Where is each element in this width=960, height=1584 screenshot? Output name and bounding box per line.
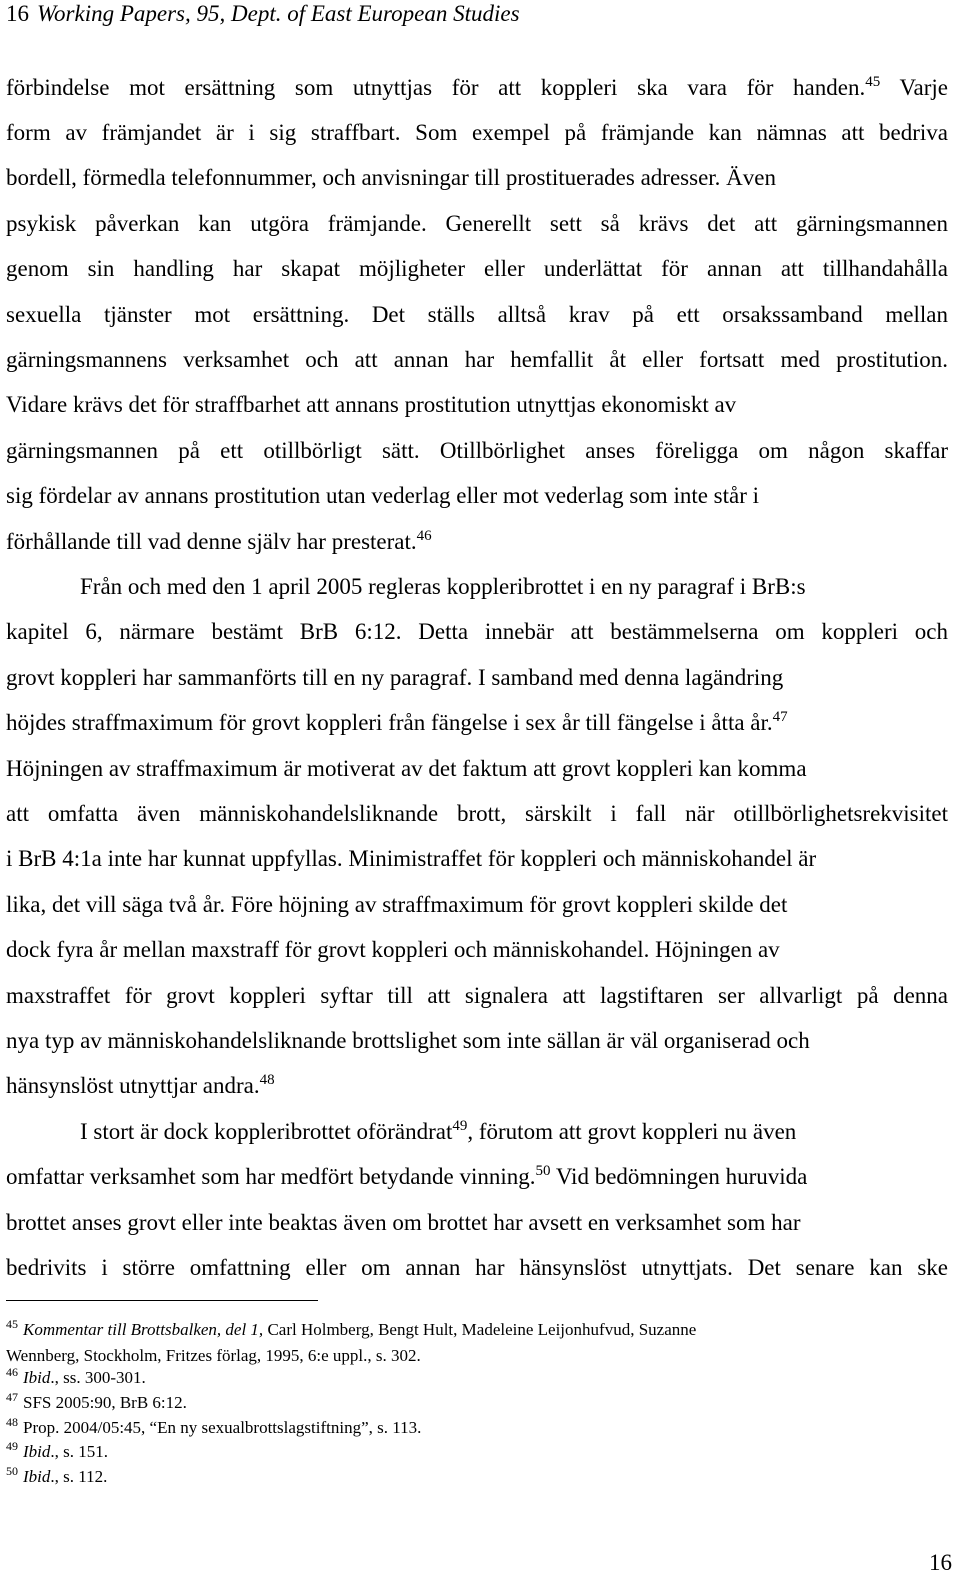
body-text: Vid bedömningen huruvida	[550, 1164, 808, 1189]
footnote-45	[6, 1319, 936, 1341]
footnote-47	[6, 1392, 936, 1414]
body-text: hänsynslöst utnyttjar andra.	[6, 1073, 260, 1098]
footnote-number: 45	[6, 1317, 18, 1331]
footnote-ref: 48	[259, 1072, 275, 1088]
running-header	[6, 0, 520, 28]
body-line	[6, 1072, 948, 1100]
footnote-number: 50	[6, 1464, 18, 1478]
footnote-ref: 45	[865, 74, 881, 90]
body-line: sig fördelar av annans prostitution utan vederlag eller mot vederlag som inte står i	[6, 483, 760, 508]
footnote-italic: Ibid	[23, 1467, 51, 1486]
footnote-50	[6, 1466, 936, 1488]
body-line: bedrivits i större omfattning eller om annan har hänsynslöst utnyttjats. Det senare kan ske	[6, 1255, 948, 1280]
body-text: förhållande till vad denne själv har presterat.	[6, 529, 417, 554]
body-line	[6, 709, 948, 737]
body-line: maxstraffet för grovt koppleri syftar till att signalera att lagstiftaren ser allvarligt på denna	[6, 983, 948, 1008]
body-line: form av främjandet är i sig straffbart. Som exempel på främjande kan nämnas att bedriva	[6, 120, 948, 145]
body-line	[6, 528, 948, 556]
footer-page-number: 16	[929, 1550, 952, 1575]
footnote-number: 48	[6, 1415, 18, 1429]
footnote-text: Carl Holmberg, Bengt Hult, Madeleine Leijonhufvud, Suzanne	[263, 1320, 697, 1339]
body-line: nya typ av människohandelsliknande brottslighet som inte sällan är väl organiserad och	[6, 1028, 810, 1053]
body-line: dock fyra år mellan maxstraff för grovt koppleri och människohandel. Höjningen av	[6, 937, 780, 962]
body-line: gärningsmannen på ett otillbörligt sätt. Otillbörlighet anses föreligga om någon skaffar	[6, 438, 948, 463]
footnote-46	[6, 1367, 936, 1389]
footnote-text: Prop. 2004/05:45, “En ny sexualbrottslagstiftning”, s. 113.	[23, 1418, 422, 1437]
body-line: Höjningen av straffmaximum är motiverat av det faktum att grovt koppleri kan komma	[6, 756, 807, 781]
body-line: psykisk påverkan kan utgöra främjande. Generellt sett så krävs det att gärningsmannen	[6, 211, 948, 236]
body-line: bordell, förmedla telefonnummer, och anvisningar till prostituerades adresser. Även	[6, 165, 776, 190]
body-line: kapitel 6, närmare bestämt BrB 6:12. Detta innebär att bestämmelserna om koppleri och	[6, 619, 948, 644]
body-text: Varje	[880, 75, 948, 100]
footnote-text: ., s. 112.	[50, 1467, 108, 1486]
body-line: lika, det vill säga två år. Före höjning av straffmaximum för grovt koppleri skilde det	[6, 892, 788, 917]
body-text: I stort är dock koppleribrottet oförändrat	[80, 1119, 453, 1144]
body-text: höjdes straffmaximum för grovt koppleri från fängelse i sex år till fängelse i åtta år.	[6, 710, 773, 735]
footnote-45-continuation: Wennberg, Stockholm, Fritzes förlag, 1995, 6:e uppl., s. 302.	[6, 1346, 421, 1365]
header-page-number: 16	[6, 1, 29, 26]
body-text: förbindelse mot ersättning som utnyttjas för att koppleri ska vara för handen.	[6, 75, 866, 100]
footnote-italic: Kommentar till Brottsbalken, del 1,	[23, 1320, 264, 1339]
footnote-49	[6, 1441, 936, 1463]
footnote-number: 49	[6, 1439, 18, 1453]
footnote-text: SFS 2005:90, BrB 6:12.	[23, 1393, 187, 1412]
body-line: Från och med den 1 april 2005 regleras koppleribrottet i en ny paragraf i BrB:s	[80, 574, 806, 599]
footnote-ref: 49	[452, 1118, 468, 1134]
body-line: att omfatta även människohandelsliknande brott, särskilt i fall när otillbörlighetsrekvisitet	[6, 801, 948, 826]
footnote-ref: 47	[772, 709, 788, 725]
body-line: grovt koppleri har sammanförts till en ny paragraf. I samband med denna lagändring	[6, 665, 784, 690]
body-line	[6, 1163, 948, 1191]
body-line: Vidare krävs det för straffbarhet att annans prostitution utnyttjas ekonomiskt av	[6, 392, 737, 417]
footnote-48	[6, 1417, 936, 1439]
body-line: gärningsmannens verksamhet och att annan har hemfallit åt eller fortsatt med prostitution.	[6, 347, 948, 372]
footnote-italic: Ibid	[23, 1442, 51, 1461]
body-line	[80, 1118, 948, 1146]
footnote-ref: 46	[416, 528, 432, 544]
body-text: , förutom att grovt koppleri nu även	[467, 1119, 797, 1144]
body-line: genom sin handling har skapat möjligheter eller underlättat för annan att tillhandahålla	[6, 256, 948, 281]
body-line: brottet anses grovt eller inte beaktas även om brottet har avsett en verksamhet som har	[6, 1210, 801, 1235]
footnote-number: 47	[6, 1390, 18, 1404]
body-line	[6, 74, 948, 102]
body-line: i BrB 4:1a inte har kunnat uppfyllas. Minimistraffet för koppleri och människohandel är	[6, 846, 817, 871]
footnote-number: 46	[6, 1365, 18, 1379]
body-text: omfattar verksamhet som har medfört betydande vinning.	[6, 1164, 536, 1189]
footnote-text: ., ss. 300-301.	[50, 1368, 146, 1387]
footnote-ref: 50	[535, 1163, 551, 1179]
footnote-italic: Ibid	[23, 1368, 51, 1387]
body-line: sexuella tjänster mot ersättning. Det ställs alltså krav på ett orsakssamband mellan	[6, 302, 948, 327]
footnote-text: ., s. 151.	[50, 1442, 109, 1461]
header-running-title: Working Papers, 95, Dept. of East European Studies	[37, 1, 520, 26]
footnote-separator	[6, 1300, 318, 1301]
